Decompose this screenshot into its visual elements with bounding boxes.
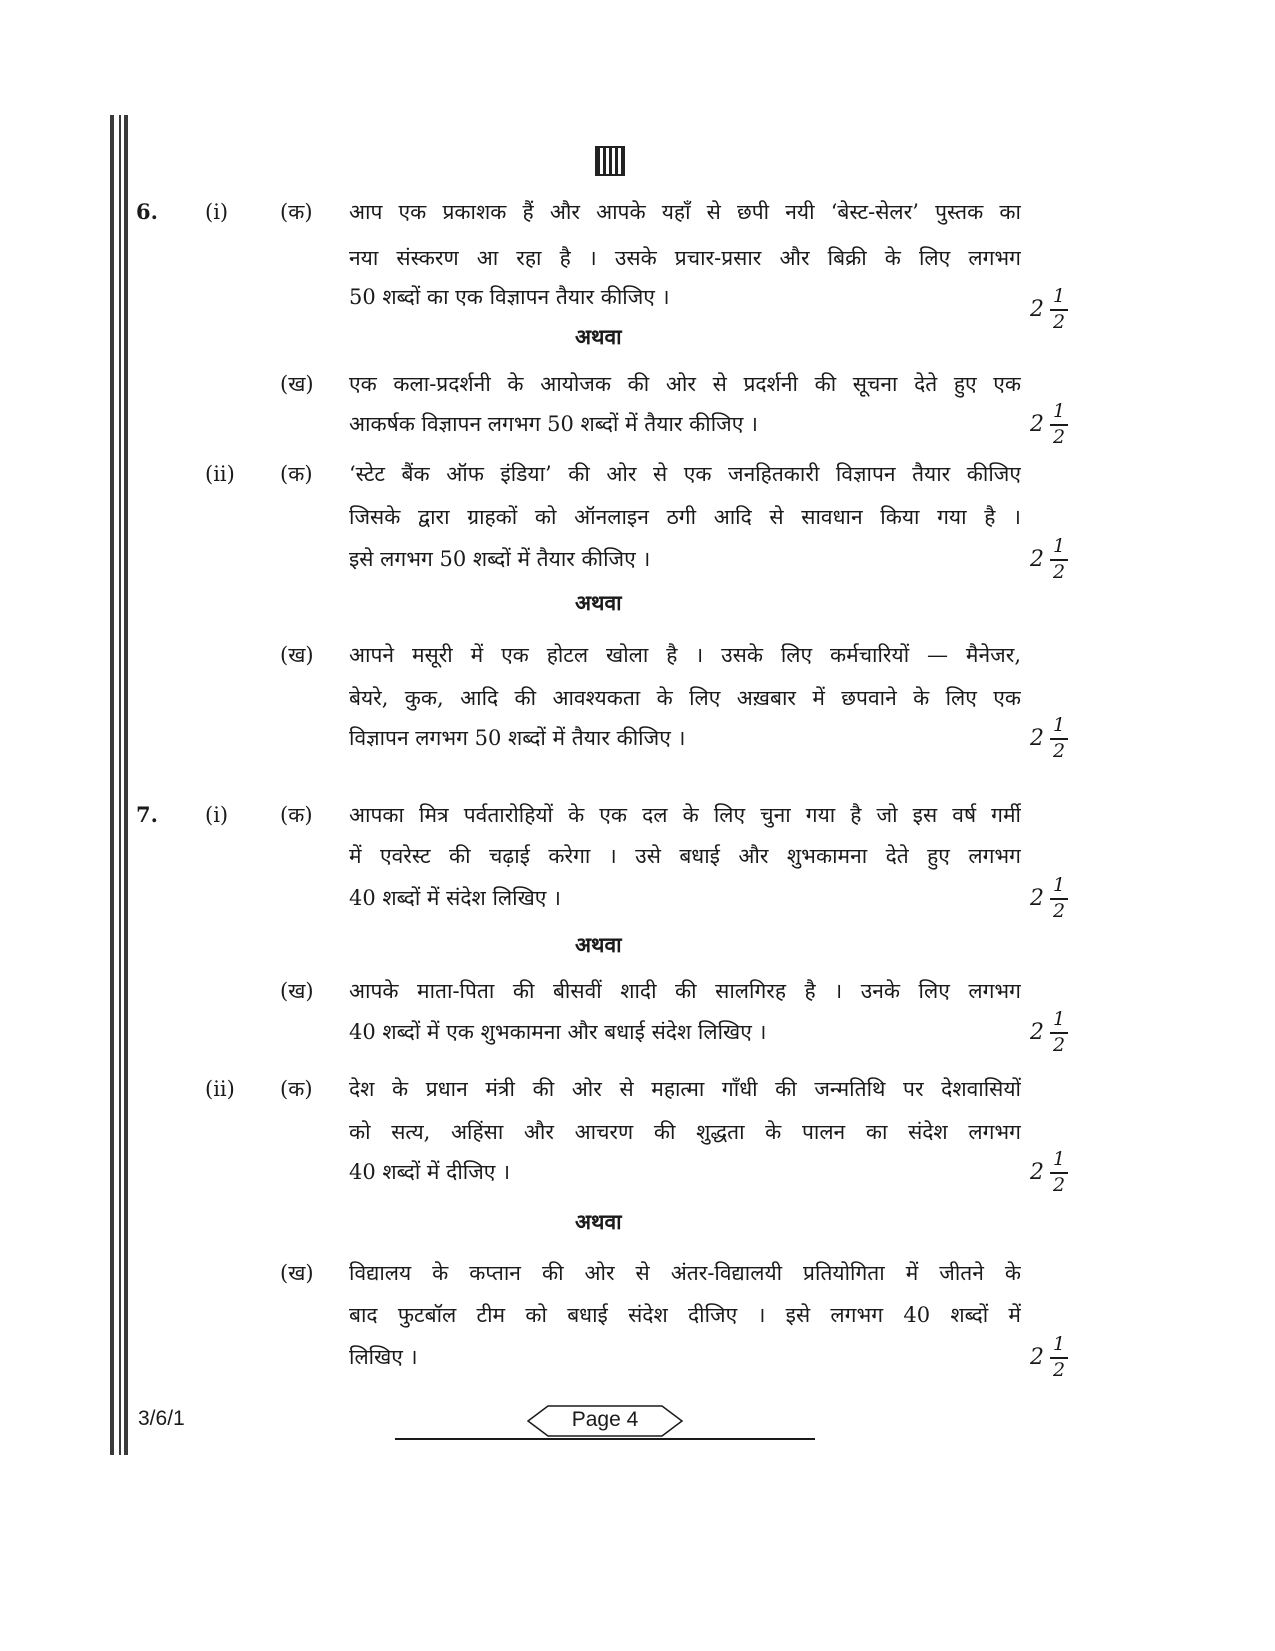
marks-denominator: 2 [1052, 561, 1066, 583]
or-separator: अथवा [575, 1209, 622, 1234]
footer-rule [395, 1438, 815, 1440]
marks-numerator: 1 [1052, 400, 1066, 422]
page-number-label [526, 1404, 684, 1438]
question-text-line: आपने मसूरी में एक होटल खोला है । उसके लिए कर्मचारियों — मैनेजर, [349, 643, 1021, 667]
marks-numerator: 1 [1052, 1148, 1066, 1170]
question-text-line: लिखिए । [349, 1345, 418, 1369]
margin-bar [110, 115, 114, 1455]
part-label: (i) [205, 200, 229, 224]
margin-bar [124, 115, 128, 1455]
marks-whole: 2 [1030, 886, 1044, 911]
marks-denominator: 2 [1052, 1034, 1066, 1056]
question-text-line: बाद फुटबॉल टीम को बधाई संदेश दीजिए । इसे लगभग 40 शब्दों में [349, 1303, 1021, 1327]
question-text-line: देश के प्रधान मंत्री की ओर से महात्मा गाँधी की जन्मतिथि पर देशवासियों [349, 1077, 1021, 1101]
question-text-line: 40 शब्दों में संदेश लिखिए । [349, 886, 562, 910]
marks-whole: 2 [1030, 1020, 1044, 1045]
question-text-line: ‘स्टेट बैंक ऑफ इंडिया’ की ओर से एक जनहितकारी विज्ञापन तैयार कीजिए [349, 462, 1021, 486]
option-label: (ख) [280, 979, 314, 1003]
marks-numerator: 1 [1052, 1333, 1066, 1355]
qr-code-icon [595, 146, 625, 176]
option-label: (क) [280, 1077, 313, 1101]
question-text-line: आपका मित्र पर्वतारोहियों के एक दल के लिए चुना गया है जो इस वर्ष गर्मी [349, 803, 1021, 827]
question-text-line: 50 शब्दों का एक विज्ञापन तैयार कीजिए । [349, 285, 670, 309]
option-label: (क) [280, 803, 313, 827]
question-text-line: बेयरे, कुक, आदि की आवश्यकता के लिए अख़बार में छपवाने के लिए एक [349, 686, 1021, 710]
option-label: (ख) [280, 1261, 314, 1285]
marks-numerator: 1 [1052, 714, 1066, 736]
question-text-line: एक कला-प्रदर्शनी के आयोजक की ओर से प्रदर्शनी की सूचना देते हुए एक [349, 372, 1021, 396]
question-text-line: 40 शब्दों में एक शुभकामना और बधाई संदेश लिखिए । [349, 1020, 767, 1044]
or-separator: अथवा [575, 932, 622, 957]
question-text-line: नया संस्करण आ रहा है । उसके प्रचार-प्रसार और बिक्री के लिए लगभग [349, 246, 1021, 270]
question-text-line: को सत्य, अहिंसा और आचरण की शुद्धता के पालन का संदेश लगभग [349, 1120, 1021, 1144]
part-label: (ii) [205, 462, 235, 486]
question-text-line: इसे लगभग 50 शब्दों में तैयार कीजिए । [349, 547, 651, 571]
margin-bar [119, 115, 121, 1455]
part-label: (i) [205, 803, 229, 827]
marks-numerator: 1 [1052, 285, 1066, 307]
marks-denominator: 2 [1052, 900, 1066, 922]
question-text-line: में एवरेस्ट की चढ़ाई करेगा । उसे बधाई और शुभकामना देते हुए लगभग [349, 844, 1021, 868]
question-text-line: आप एक प्रकाशक हैं और आपके यहाँ से छपी नयी ‘बेस्ट-सेलर’ पुस्तक का [349, 200, 1021, 224]
marks-denominator: 2 [1052, 311, 1066, 333]
marks-numerator: 1 [1052, 1008, 1066, 1030]
marks-whole: 2 [1030, 547, 1044, 572]
marks-whole: 2 [1030, 726, 1044, 751]
marks-denominator: 2 [1052, 426, 1066, 448]
question-text-line: 40 शब्दों में दीजिए । [349, 1160, 511, 1184]
part-label: (ii) [205, 1077, 235, 1101]
paper-code: 3/6/1 [138, 1407, 185, 1430]
question-text-line: जिसके द्वारा ग्राहकों को ऑनलाइन ठगी आदि से सावधान किया गया है । [349, 505, 1021, 529]
option-label: (ख) [280, 372, 314, 396]
marks-whole: 2 [1030, 412, 1044, 437]
page-number: Page 4 [571, 1408, 639, 1431]
question-text-line: विज्ञापन लगभग 50 शब्दों में तैयार कीजिए । [349, 726, 686, 750]
or-separator: अथवा [575, 324, 622, 349]
option-label: (ख) [280, 643, 314, 667]
marks-whole: 2 [1030, 297, 1044, 322]
marks-denominator: 2 [1052, 1359, 1066, 1381]
option-label: (क) [280, 462, 313, 486]
question-text-line: आकर्षक विज्ञापन लगभग 50 शब्दों में तैयार कीजिए । [349, 412, 758, 436]
marks-numerator: 1 [1052, 535, 1066, 557]
question-number: 7. [136, 802, 158, 827]
marks-whole: 2 [1030, 1345, 1044, 1370]
question-number: 6. [136, 199, 158, 224]
marks-numerator: 1 [1052, 874, 1066, 896]
marks-denominator: 2 [1052, 1174, 1066, 1196]
marks-denominator: 2 [1052, 740, 1066, 762]
question-text-line: आपके माता-पिता की बीसवीं शादी की सालगिरह है । उनके लिए लगभग [349, 979, 1021, 1003]
question-text-line: विद्यालय के कप्तान की ओर से अंतर-विद्यालयी प्रतियोगिता में जीतने के [349, 1261, 1021, 1285]
option-label: (क) [280, 200, 313, 224]
or-separator: अथवा [575, 590, 622, 615]
marks-whole: 2 [1030, 1160, 1044, 1185]
